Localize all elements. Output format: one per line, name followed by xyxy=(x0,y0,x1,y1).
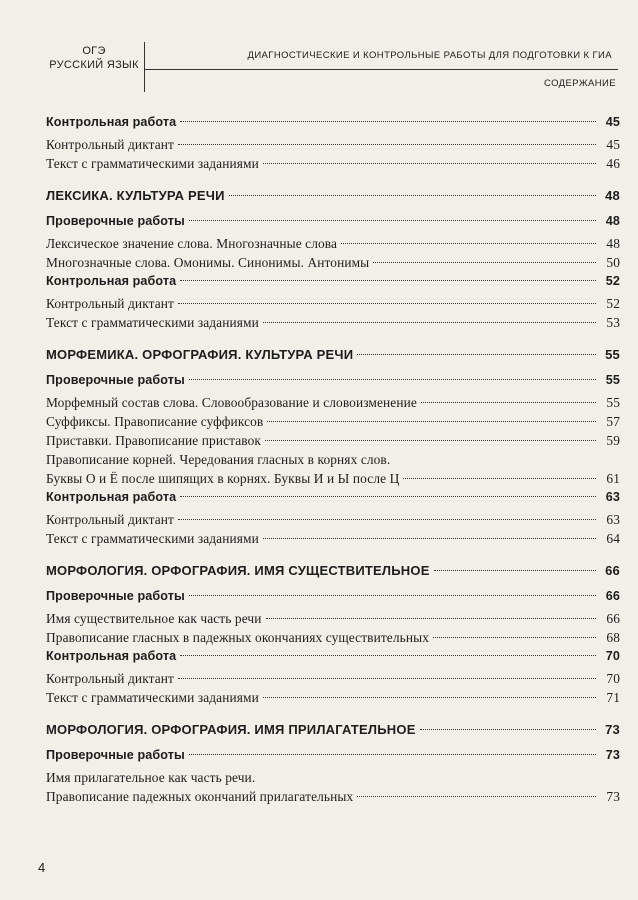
toc-entry[interactable] xyxy=(46,529,620,548)
toc-page-number: 63 xyxy=(606,512,620,527)
toc-leader-dots xyxy=(434,570,596,571)
toc-title: Текст с грамматическими заданиями xyxy=(46,315,259,330)
toc-title: Контрольный диктант xyxy=(46,512,175,527)
toc-leader-dots xyxy=(189,220,596,221)
toc-section-heading[interactable] xyxy=(46,720,620,739)
toc-leader-dots xyxy=(373,262,596,263)
toc-leader-dots xyxy=(263,322,596,323)
toc-title: МОРФОЛОГИЯ. ОРФОГРАФИЯ. ИМЯ ПРИЛАГАТЕЛЬНОЕ xyxy=(46,722,416,737)
toc-entry[interactable] xyxy=(46,450,620,469)
toc-title: Контрольная работа xyxy=(46,649,177,663)
toc-entry[interactable] xyxy=(46,431,620,450)
toc-leader-dots xyxy=(180,121,596,122)
page-number: 4 xyxy=(38,860,46,875)
toc-subheading[interactable] xyxy=(46,212,620,231)
toc-subheading[interactable] xyxy=(46,587,620,606)
toc-page-number: 57 xyxy=(606,414,620,429)
toc-leader-dots xyxy=(180,496,596,497)
toc-title: Правописание гласных в падежных окончаниях существительных xyxy=(46,630,429,645)
toc-entry[interactable] xyxy=(46,313,620,332)
toc-title: Правописание корней. Чередования гласных в корнях слов. xyxy=(46,452,391,467)
toc-entry[interactable] xyxy=(46,787,620,806)
toc-page-number: 73 xyxy=(605,722,620,737)
toc-page-number: 45 xyxy=(605,115,620,129)
toc-page-number: 64 xyxy=(606,531,620,546)
section-gap xyxy=(46,173,620,186)
toc-subheading[interactable] xyxy=(46,113,620,132)
toc-leader-dots xyxy=(180,280,596,281)
exam-label: ОГЭ xyxy=(82,45,106,57)
toc-page-number: 48 xyxy=(605,214,620,228)
toc-page-number: 70 xyxy=(606,671,620,686)
toc-title: ЛЕКСИКА. КУЛЬТУРА РЕЧИ xyxy=(46,188,225,203)
toc-title: Морфемный состав слова. Словообразование и словоизменение xyxy=(46,395,417,410)
header-divider-vertical xyxy=(144,42,145,92)
toc-page-number: 55 xyxy=(606,395,620,410)
section-title: СОДЕРЖАНИЕ xyxy=(544,78,616,89)
toc-section-heading[interactable] xyxy=(46,561,620,580)
toc-page-number: 66 xyxy=(605,563,620,578)
toc-leader-dots xyxy=(357,796,596,797)
toc-entry[interactable] xyxy=(46,253,620,272)
toc-entry[interactable] xyxy=(46,135,620,154)
toc-page-number: 66 xyxy=(606,611,620,626)
toc-page-number: 55 xyxy=(605,347,620,362)
toc-title: Имя прилагательное как часть речи. xyxy=(46,770,256,785)
toc-leader-dots xyxy=(421,402,596,403)
toc-title: Контрольная работа xyxy=(46,490,177,504)
toc-page-number: 48 xyxy=(605,188,620,203)
toc-entry[interactable] xyxy=(46,393,620,412)
toc-page-number: 50 xyxy=(606,255,620,270)
toc-entry[interactable] xyxy=(46,294,620,313)
toc-leader-dots xyxy=(267,421,596,422)
toc-page-number: 45 xyxy=(606,137,620,152)
toc-title: Текст с грамматическими заданиями xyxy=(46,156,259,171)
toc-page-number: 52 xyxy=(605,274,620,288)
section-gap xyxy=(46,332,620,345)
toc-section-heading[interactable] xyxy=(46,345,620,364)
toc-leader-dots xyxy=(178,144,596,145)
toc-leader-dots xyxy=(263,163,596,164)
toc-leader-dots xyxy=(433,637,596,638)
toc-title: Контрольный диктант xyxy=(46,137,175,152)
toc-page-number: 61 xyxy=(606,471,620,486)
table-of-contents xyxy=(46,113,620,806)
toc-leader-dots xyxy=(341,243,596,244)
toc-page-number: 59 xyxy=(606,433,620,448)
toc-section-heading[interactable] xyxy=(46,186,620,205)
toc-page-number: 63 xyxy=(605,490,620,504)
header-subject-block xyxy=(46,44,142,72)
toc-title: Правописание падежных окончаний прилагательных xyxy=(46,789,354,804)
section-gap xyxy=(46,707,620,720)
toc-title: Текст с грамматическими заданиями xyxy=(46,531,259,546)
toc-entry[interactable] xyxy=(46,688,620,707)
toc-leader-dots xyxy=(229,195,596,196)
toc-leader-dots xyxy=(403,478,596,479)
toc-page-number: 52 xyxy=(606,296,620,311)
toc-title: МОРФОЛОГИЯ. ОРФОГРАФИЯ. ИМЯ СУЩЕСТВИТЕЛЬНОЕ xyxy=(46,563,430,578)
toc-entry[interactable] xyxy=(46,609,620,628)
toc-subheading[interactable] xyxy=(46,746,620,765)
toc-title: Контрольная работа xyxy=(46,274,177,288)
toc-page-number: 53 xyxy=(606,315,620,330)
toc-entry[interactable] xyxy=(46,469,620,488)
toc-page-number: 55 xyxy=(605,373,620,387)
toc-title: Контрольная работа xyxy=(46,115,177,129)
toc-page-number: 48 xyxy=(606,236,620,251)
toc-page-number: 71 xyxy=(606,690,620,705)
toc-title: Буквы О и Ё после шипящих в корнях. Буквы И и Ы после Ц xyxy=(46,471,400,486)
toc-subheading[interactable] xyxy=(46,272,620,291)
toc-entry[interactable] xyxy=(46,628,620,647)
toc-entry[interactable] xyxy=(46,669,620,688)
header-divider-horizontal xyxy=(144,69,618,70)
toc-leader-dots xyxy=(263,697,596,698)
toc-leader-dots xyxy=(178,678,596,679)
toc-title: Лексическое значение слова. Многозначные слова xyxy=(46,236,338,251)
toc-title: Многозначные слова. Омонимы. Синонимы. Антонимы xyxy=(46,255,370,270)
toc-leader-dots xyxy=(357,354,596,355)
toc-entry[interactable] xyxy=(46,768,620,787)
toc-page-number: 66 xyxy=(605,589,620,603)
toc-entry[interactable] xyxy=(46,510,620,529)
toc-leader-dots xyxy=(178,519,596,520)
toc-entry[interactable] xyxy=(46,412,620,431)
toc-title: Контрольный диктант xyxy=(46,296,175,311)
toc-page-number: 70 xyxy=(605,649,620,663)
toc-leader-dots xyxy=(266,618,596,619)
subject-label: РУССКИЙ ЯЗЫК xyxy=(49,59,139,71)
toc-title: Суффиксы. Правописание суффиксов xyxy=(46,414,264,429)
toc-title: Проверочные работы xyxy=(46,373,185,387)
toc-entry[interactable] xyxy=(46,154,620,173)
toc-leader-dots xyxy=(180,655,596,656)
toc-page-number: 73 xyxy=(606,789,620,804)
toc-leader-dots xyxy=(178,303,596,304)
toc-title: Имя существительное как часть речи xyxy=(46,611,262,626)
toc-leader-dots xyxy=(189,754,596,755)
toc-title: Текст с грамматическими заданиями xyxy=(46,690,259,705)
toc-title: МОРФЕМИКА. ОРФОГРАФИЯ. КУЛЬТУРА РЕЧИ xyxy=(46,347,354,362)
toc-leader-dots xyxy=(189,379,596,380)
toc-leader-dots xyxy=(189,595,596,596)
section-gap xyxy=(46,548,620,561)
toc-title: Контрольный диктант xyxy=(46,671,175,686)
toc-title: Приставки. Правописание приставок xyxy=(46,433,262,448)
toc-leader-dots xyxy=(420,729,596,730)
toc-subheading[interactable] xyxy=(46,488,620,507)
toc-title: Проверочные работы xyxy=(46,589,185,603)
toc-title: Проверочные работы xyxy=(46,748,185,762)
page-header xyxy=(0,0,638,100)
toc-entry[interactable] xyxy=(46,234,620,253)
toc-title: Проверочные работы xyxy=(46,214,185,228)
toc-page-number: 68 xyxy=(606,630,620,645)
toc-subheading[interactable] xyxy=(46,647,620,666)
series-title: ДИАГНОСТИЧЕСКИЕ И КОНТРОЛЬНЫЕ РАБОТЫ ДЛЯ ПОДГОТОВКИ К ГИА xyxy=(247,50,612,61)
toc-page-number: 73 xyxy=(605,748,620,762)
toc-subheading[interactable] xyxy=(46,371,620,390)
toc-leader-dots xyxy=(263,538,596,539)
toc-page-number: 46 xyxy=(606,156,620,171)
toc-leader-dots xyxy=(265,440,596,441)
